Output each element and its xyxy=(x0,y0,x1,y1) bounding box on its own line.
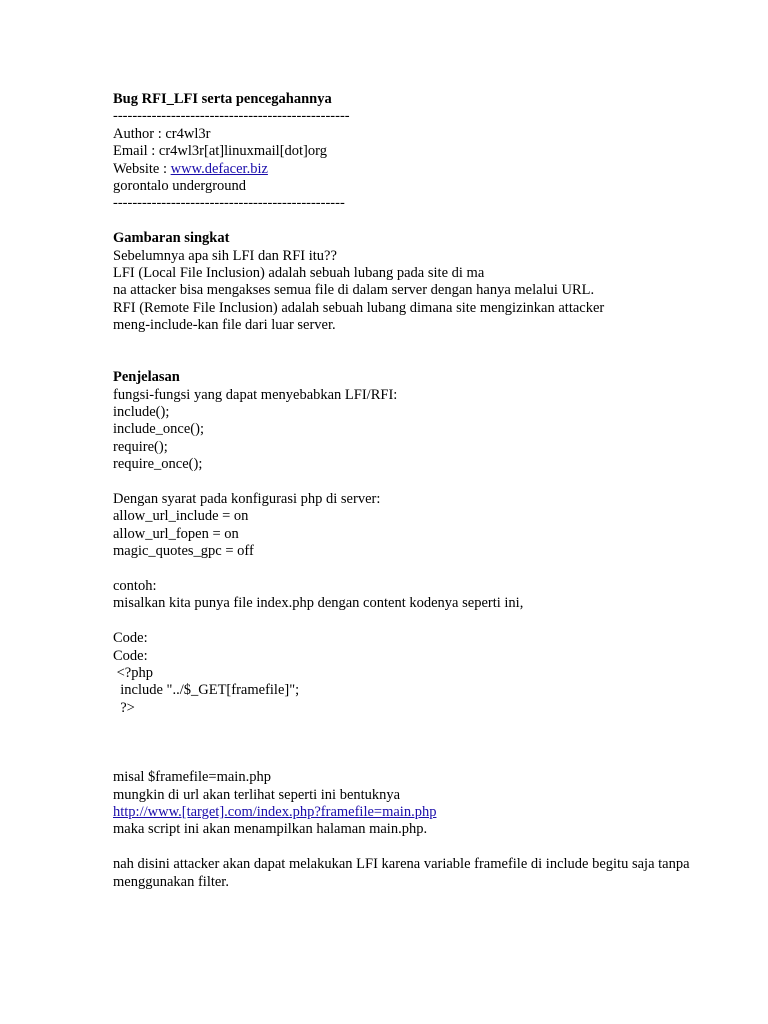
code-line: ?> xyxy=(113,699,135,716)
config-item: allow_url_fopen = on xyxy=(113,525,239,542)
spacer xyxy=(113,717,733,769)
author-line: Author : cr4wl3r xyxy=(113,125,211,142)
spacer xyxy=(113,839,733,856)
config-intro: Dengan syarat pada konfigurasi php di server: xyxy=(113,491,381,507)
overview-line: LFI (Local File Inclusion) adalah sebuah lubang pada site di ma xyxy=(113,264,485,281)
functions-intro: fungsi-fungsi yang dapat menyebabkan LFI/RFI: xyxy=(113,386,398,403)
overview-heading: Gambaran singkat xyxy=(113,230,230,247)
divider-top: ------------------------------------------------- xyxy=(113,108,350,125)
function-item: require_once(); xyxy=(113,456,203,473)
spacer xyxy=(113,213,733,230)
document-title: Bug RFI_LFI serta pencegahannya xyxy=(113,91,332,107)
document-page xyxy=(113,91,733,891)
overview-line: meng-include-kan file dari luar server. xyxy=(113,317,336,334)
config-item: allow_url_include = on xyxy=(113,508,249,525)
code-label: Code: xyxy=(113,630,148,647)
overview-line: na attacker bisa mengakses semua file di dalam server dengan hanya melalui URL. xyxy=(113,282,595,299)
function-item: require(); xyxy=(113,438,168,455)
function-item: include_once(); xyxy=(113,421,204,438)
function-item: include(); xyxy=(113,404,170,421)
overview-line: Sebelumnya apa sih LFI dan RFI itu?? xyxy=(113,247,337,264)
spacer xyxy=(113,334,733,369)
url-result: maka script ini akan menampilkan halaman main.php. xyxy=(113,821,428,838)
divider-bottom: ------------------------------------------------ xyxy=(113,195,345,212)
code-line: <?php xyxy=(113,664,153,681)
explanation-heading: Penjelasan xyxy=(113,369,180,386)
email-line: Email : cr4wl3r[at]linuxmail[dot]org xyxy=(113,143,327,160)
website-label: Website : xyxy=(113,160,171,177)
example-intro: misalkan kita punya file index.php dengan content kodenya seperti ini, xyxy=(113,595,524,612)
overview-line: RFI (Remote File Inclusion) adalah sebuah lubang dimana site mengizinkan attacker xyxy=(113,299,605,316)
spacer xyxy=(113,613,733,630)
closing-paragraph: nah disini attacker akan dapat melakukan LFI karena variable framefile di include begitu saja tanpa menggunakan filter. xyxy=(113,856,690,890)
website-line xyxy=(113,161,733,178)
url-intro: mungkin di url akan terlihat seperti ini bentuknya xyxy=(113,786,401,803)
spacer xyxy=(113,561,733,578)
example-label: contoh: xyxy=(113,577,157,594)
spacer xyxy=(113,474,733,491)
website-link[interactable]: www.defacer.biz xyxy=(170,160,268,177)
code-line: include "../$_GET[framefile]"; xyxy=(113,682,300,699)
code-label: Code: xyxy=(113,647,148,664)
group-line: gorontalo underground xyxy=(113,177,247,194)
misal-line: misal $framefile=main.php xyxy=(113,769,271,786)
example-url-link[interactable]: http://www.[target].com/index.php?framefile=main.php xyxy=(113,804,437,821)
config-item: magic_quotes_gpc = off xyxy=(113,543,254,560)
